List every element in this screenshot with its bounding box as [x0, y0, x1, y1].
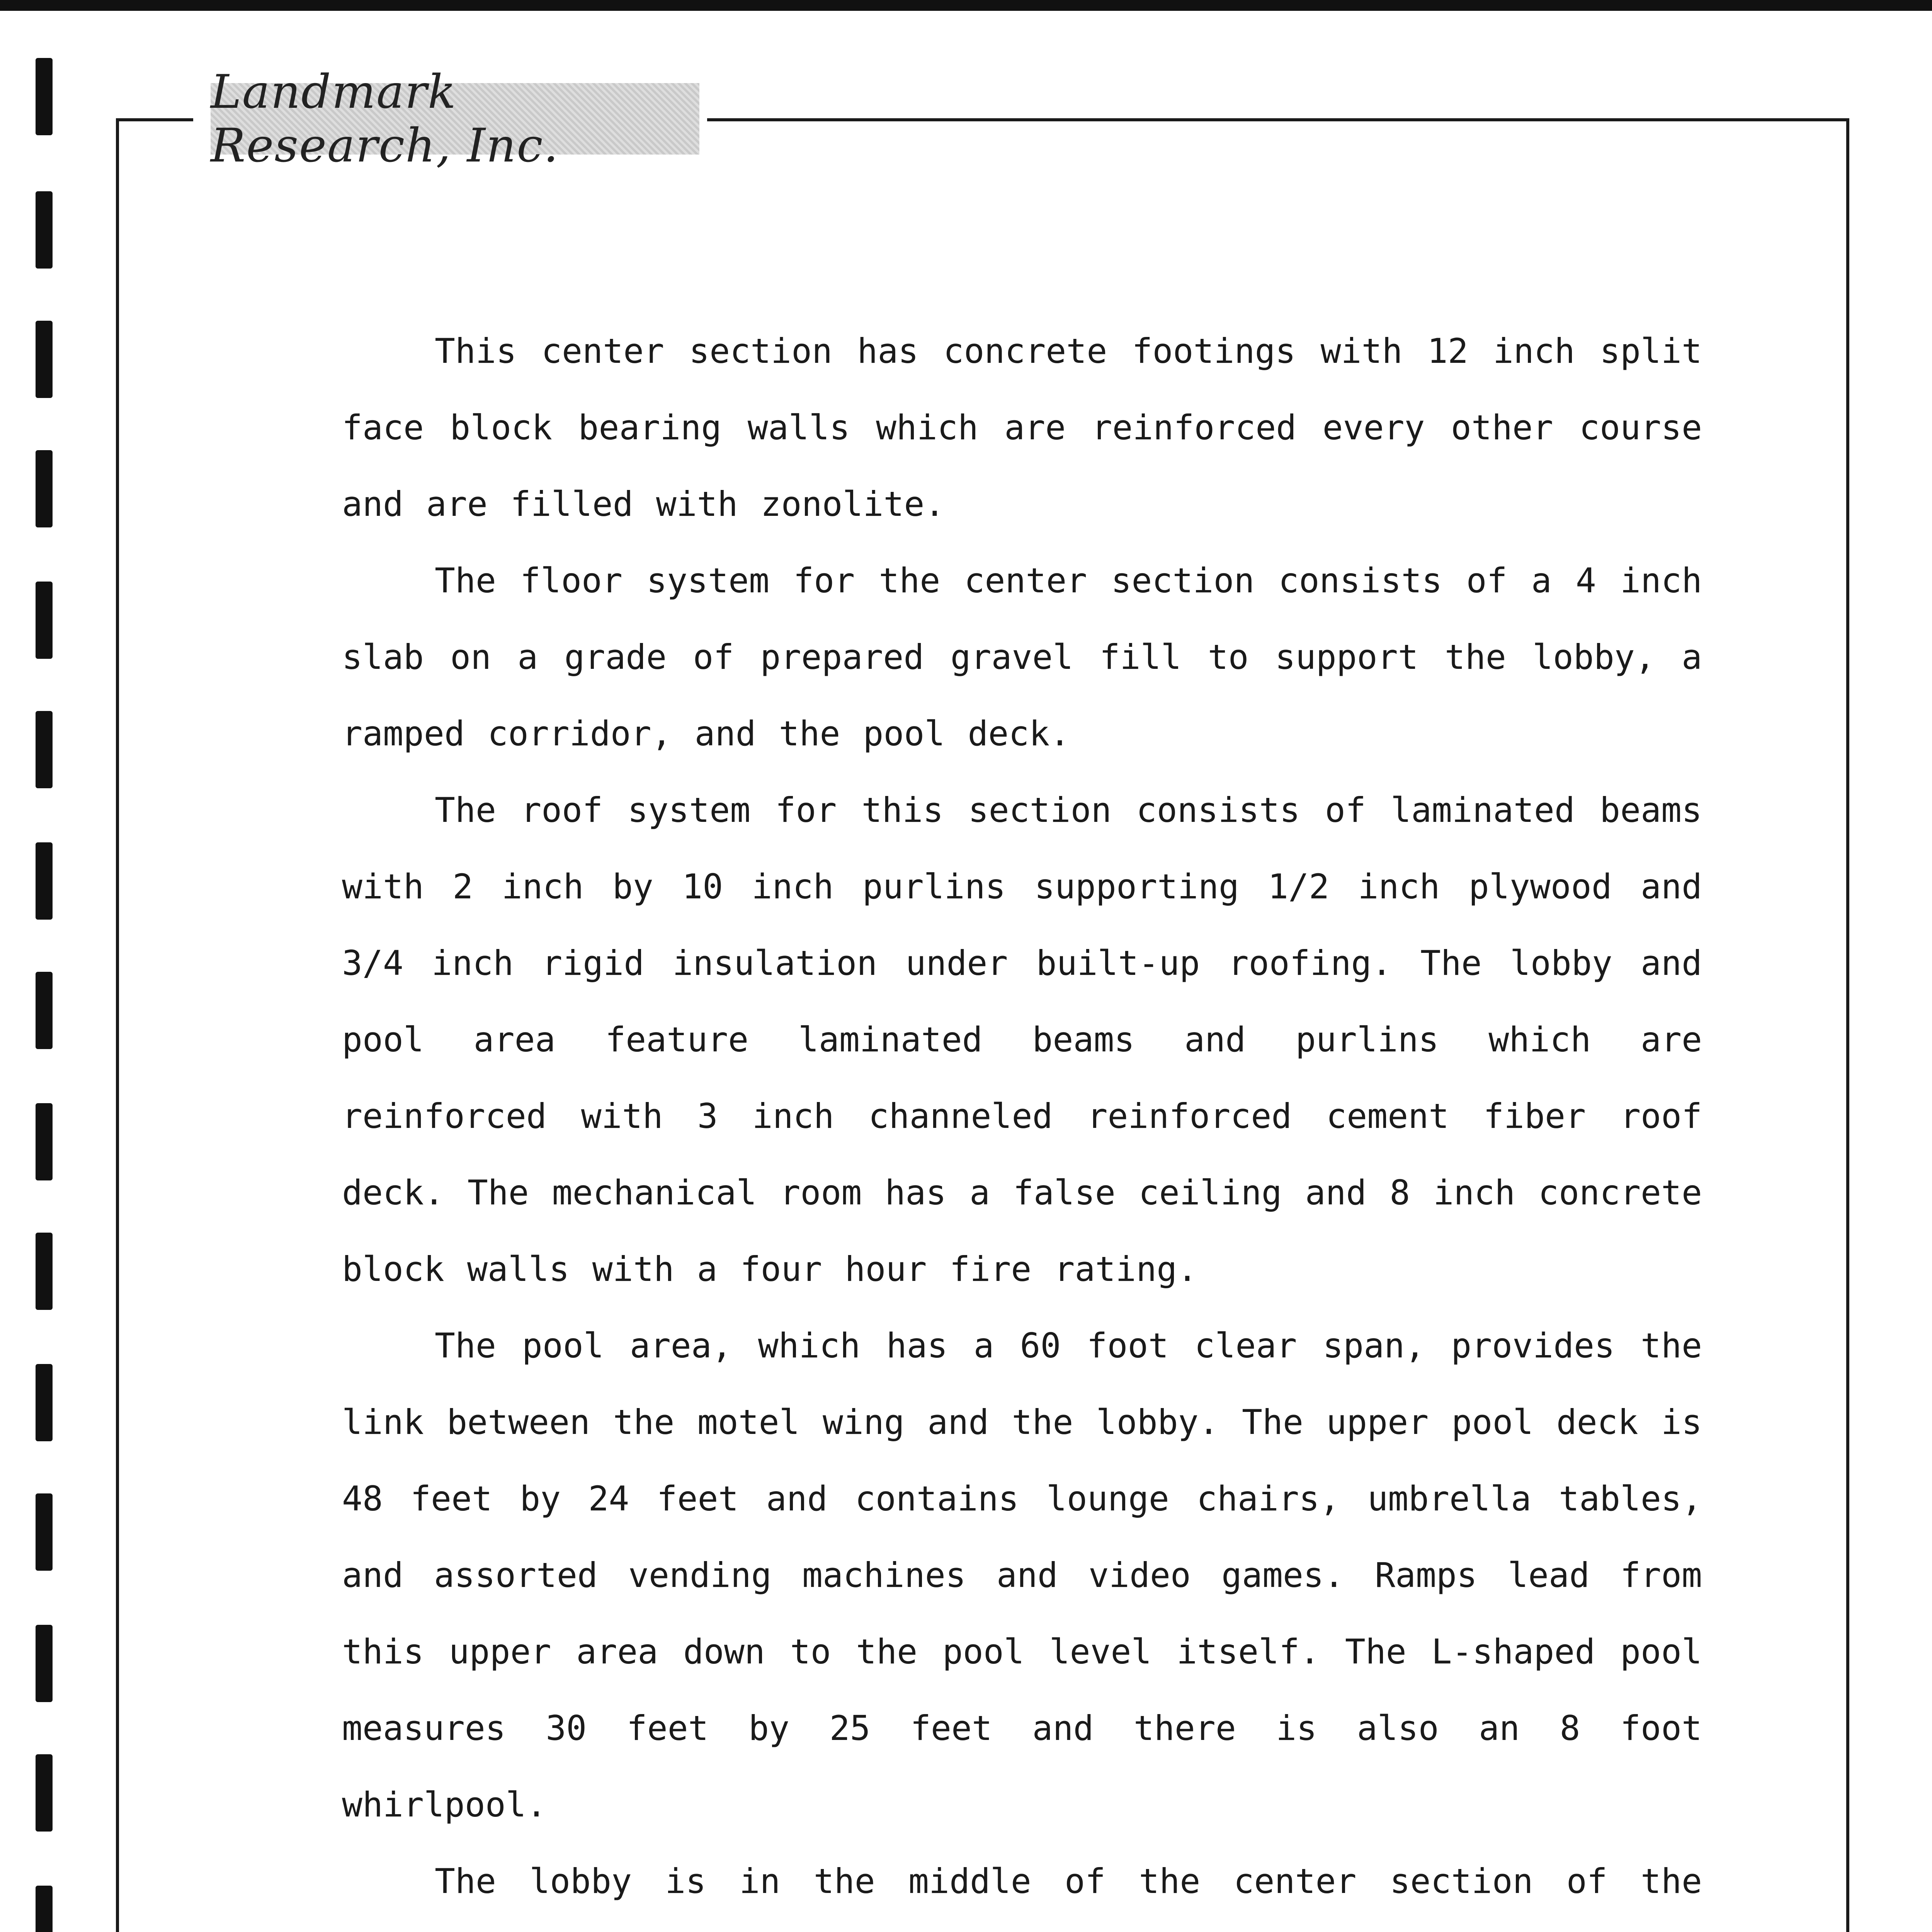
binding-hole	[36, 972, 53, 1049]
binding-hole	[36, 842, 53, 920]
binding-hole	[36, 1886, 53, 1932]
binding-hole	[36, 1103, 53, 1180]
binding-hole	[36, 450, 53, 527]
body-paragraph: The pool area, which has a 60 foot clear span, provides the link between the motel wing and the lobby. The upper pool deck is 48 feet by 24 feet and contains lounge chairs, umbrella tables, and assorted vending machines and video games. Ramps lead from this upper area down to the pool level itself. The L-shaped pool measures 30 feet by 25 feet and there is also an 8 foot whirlpool.	[342, 1326, 1702, 1825]
body-paragraph: The floor system for the center section consists of a 4 inch slab on a grade of prepared gravel fill to support the lobby, a ramped corridor, and the pool deck.	[342, 561, 1702, 753]
body-paragraph: This center section has concrete footings with 12 inch split face block bearing walls which are reinforced every other course and are filled with zonolite.	[342, 331, 1702, 524]
body-paragraph: The lobby is in the middle of the center section of the	[435, 1861, 1702, 1901]
binding-hole	[36, 1493, 53, 1571]
binding-hole	[36, 191, 53, 269]
document-body	[342, 313, 1702, 1932]
company-name: Landmark Research, Inc.	[211, 65, 559, 173]
body-paragraph: The roof system for this section consists of laminated beams with 2 inch by 10 inch purlins supporting 1/2 inch plywood and 3/4 inch rigid insulation under built-up roofing. The lobby and pool area feature laminated beams and purlins which are reinforced with 3 inch channeled reinforced cement fiber roof deck. The mechanical room has a false ceiling and 8 inch concrete block walls with a four hour fire rating.	[342, 790, 1702, 1289]
company-logo	[211, 65, 699, 173]
binding-hole	[36, 1364, 53, 1441]
binding-hole	[36, 582, 53, 659]
binding-hole	[36, 58, 53, 135]
binding-hole	[36, 1754, 53, 1832]
binding-hole	[36, 321, 53, 398]
binding-holes	[36, 0, 59, 1932]
top-edge-rule	[0, 0, 1932, 11]
binding-hole	[36, 1233, 53, 1310]
binding-hole	[36, 1625, 53, 1702]
binding-hole	[36, 711, 53, 788]
